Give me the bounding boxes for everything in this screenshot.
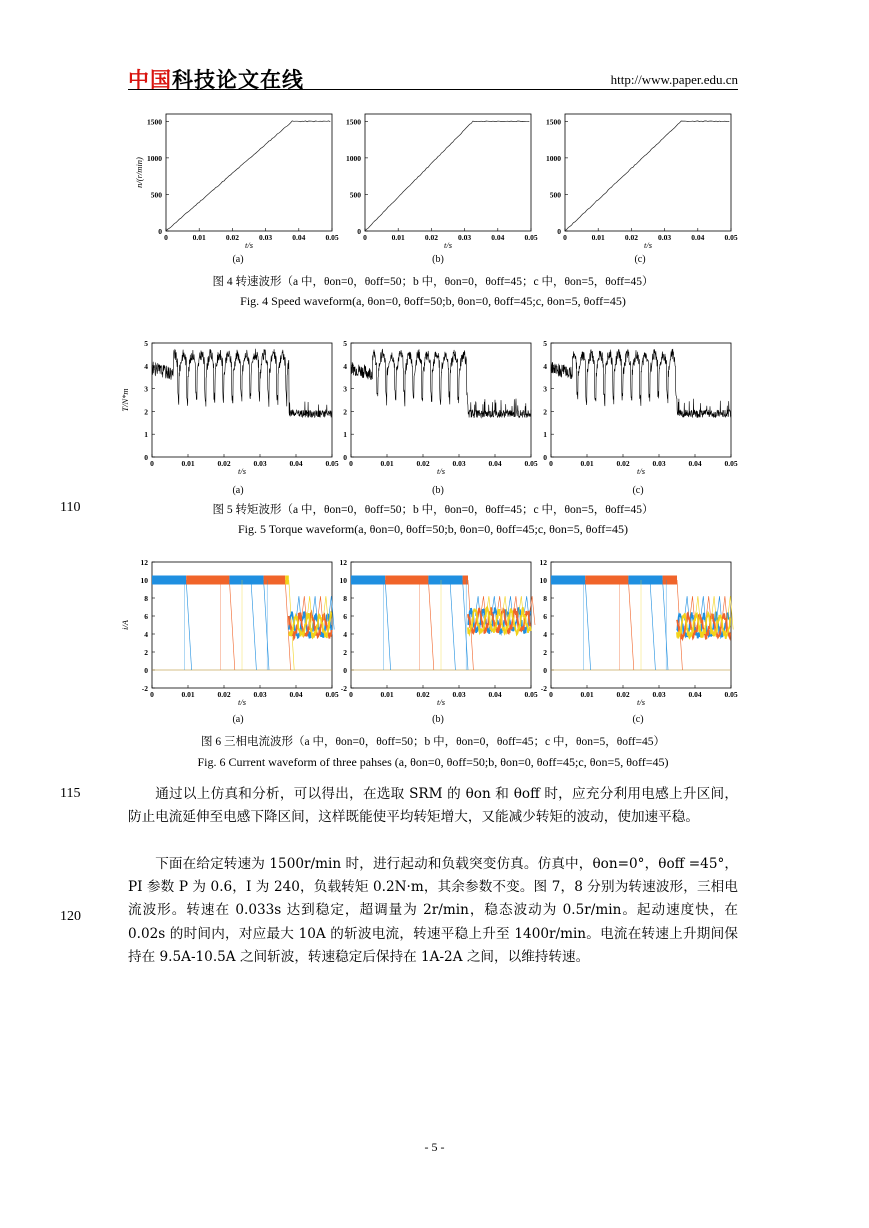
fig6-panel-b	[340, 558, 538, 707]
fig4-sub-a: (a)	[232, 254, 244, 265]
x-tick-label: 0	[164, 233, 168, 242]
current-chop-band	[264, 576, 286, 585]
current-chop-band	[663, 576, 677, 585]
fig5-panel-b	[343, 339, 538, 476]
y-tick-label: 12	[539, 558, 547, 567]
y-tick-label: 8	[543, 594, 547, 603]
x-tick-label: 0.03	[452, 459, 466, 468]
current-chop-band	[463, 576, 468, 585]
y-tick-label: -2	[340, 684, 347, 693]
x-axis-label: t/s	[643, 240, 653, 250]
y-tick-label: 5	[543, 339, 547, 348]
x-tick-label: 0.05	[325, 233, 339, 242]
current-chop-band	[251, 576, 264, 585]
current-chop-band	[152, 576, 186, 585]
fig6-panel-c	[540, 558, 738, 707]
fig5-panel-c	[543, 339, 738, 476]
x-tick-label: 0.01	[391, 233, 405, 242]
x-tick-label: 0.02	[616, 690, 630, 699]
body-paragraph-2: 下面在给定转速为 1500r/min 时，进行起动和负载突变仿真。仿真中，θon=0°，θoff =45°，PI 参数 P 为 0.6，I 为 240，负载转矩 0.2N·m，其余参数不变。图 7，8 分别为转速波形，三相电流波形。转速在 0.033s 达到稳定，超调量为 2r/min，稳态波动为 0.5r/min。起动速度快，在 0.02s 的时间内，对应最大 10A 的斩波电流，转速平稳上升至 1400r/min。电流在转速上升期间保持在 9.5A-10.5A 之间斩波，转速稳定后保持在 1A-2A 之间，以维持转速。	[128, 856, 738, 965]
y-tick-label: 0	[144, 453, 148, 462]
x-axis-label: t/s	[237, 466, 247, 476]
body-paragraph-1: 通过以上仿真和分析，可以得出，在选取 SRM 的 θon 和 θoff 时，应充分利用电感上升区间，防止电流延伸至电感下降区间，这样既能使平均转矩增大，又能减少转矩的波动，使加速平稳。	[128, 786, 738, 826]
x-axis-label: t/s	[443, 240, 453, 250]
x-tick-label: 0.04	[688, 690, 702, 699]
x-tick-label: 0	[363, 233, 367, 242]
y-tick-label: 3	[343, 384, 347, 394]
fig5-panel-a	[120, 339, 339, 476]
y-tick-label: 12	[339, 558, 347, 567]
x-tick-label: 0.01	[181, 690, 195, 699]
y-tick-label: 6	[343, 612, 347, 621]
y-tick-label: 1	[343, 430, 347, 440]
y-tick-label: 0	[543, 453, 547, 462]
y-tick-label: 12	[140, 558, 148, 567]
y-tick-label: 0	[557, 227, 561, 236]
current-chop-band	[585, 576, 628, 585]
y-tick-label: 6	[144, 612, 148, 621]
x-tick-label: 0.03	[259, 233, 273, 242]
x-tick-label: 0.03	[652, 459, 666, 468]
y-tick-label: 0	[343, 453, 347, 462]
x-tick-label: 0.02	[225, 233, 239, 242]
y-axis-label: i/A	[120, 620, 130, 630]
y-tick-label: 0	[343, 666, 347, 675]
y-tick-label: 5	[144, 339, 148, 348]
x-tick-label: 0	[549, 459, 553, 468]
x-axis-label: t/s	[636, 697, 646, 707]
y-tick-label: 500	[349, 190, 361, 200]
y-tick-label: 1	[543, 430, 547, 440]
x-tick-label: 0.04	[691, 233, 705, 242]
x-tick-label: 0.04	[491, 233, 505, 242]
x-tick-label: 0.03	[253, 690, 267, 699]
y-tick-label: 2	[343, 648, 347, 657]
y-tick-label: 2	[543, 648, 547, 657]
y-tick-label: 2	[543, 407, 547, 417]
y-tick-label: 4	[144, 361, 148, 371]
x-tick-label: 0.03	[452, 690, 466, 699]
fig5-sub-b: (b)	[432, 485, 444, 496]
x-tick-label: 0.03	[652, 690, 666, 699]
y-tick-label: 8	[343, 594, 347, 603]
x-tick-label: 0.04	[289, 690, 303, 699]
figure-5-torque-waveforms	[100, 333, 760, 483]
y-tick-label: -2	[540, 684, 547, 693]
y-tick-label: 4	[543, 361, 547, 371]
x-tick-label: 0.04	[292, 233, 306, 242]
fig5-sub-c: (c)	[632, 485, 644, 496]
x-tick-label: 0	[349, 459, 353, 468]
x-axis-label: t/s	[244, 240, 254, 250]
y-tick-label: 0	[357, 227, 361, 236]
line-number-110: 110	[60, 500, 81, 515]
plot-frame	[565, 114, 731, 231]
y-axis-label: T/N*m	[120, 388, 130, 412]
x-axis-label: t/s	[436, 697, 446, 707]
y-tick-label: 1000	[147, 153, 162, 163]
line-number-120: 120	[60, 909, 81, 924]
y-tick-label: 2	[343, 407, 347, 417]
x-tick-label: 0.05	[724, 459, 738, 468]
current-chop-band	[229, 576, 251, 585]
x-tick-label: 0.04	[488, 690, 502, 699]
x-tick-label: 0.01	[192, 233, 206, 242]
figure-4-speed-waveforms	[100, 100, 760, 260]
fig6-caption-en: Fig. 6 Current waveform of three pahses (a, θon=0, θoff=50;b, θon=0, θoff=45;c, θon=5, θoff=45)	[197, 755, 669, 769]
x-tick-label: 0	[349, 690, 353, 699]
y-tick-label: 0	[543, 666, 547, 675]
y-tick-label: 1000	[546, 153, 561, 163]
x-tick-label: 0	[150, 459, 154, 468]
fig6-caption-cn: 图 6 三相电流波形（a 中，θon=0，θoff=50；b 中，θon=0，θoff=45；c 中，θon=5，θoff=45）	[201, 736, 665, 748]
y-tick-label: 2	[144, 648, 148, 657]
header-rule	[128, 89, 738, 90]
fig4-panel-b	[346, 114, 538, 250]
x-axis-label: t/s	[237, 697, 247, 707]
page-number: - 5 -	[424, 1140, 445, 1154]
figure-6-current-waveforms	[100, 552, 760, 712]
x-tick-label: 0.04	[488, 459, 502, 468]
y-tick-label: 8	[144, 594, 148, 603]
x-tick-label: 0.04	[289, 459, 303, 468]
x-tick-label: 0	[150, 690, 154, 699]
fig4-caption-en: Fig. 4 Speed waveform(a, θon=0, θoff=50;b, θon=0, θoff=45;c, θon=5, θoff=45)	[240, 294, 626, 308]
x-tick-label: 0.02	[624, 233, 638, 242]
x-tick-label: 0.01	[181, 459, 195, 468]
fig5-caption-cn: 图 5 转矩波形（a 中，θon=0，θoff=50；b 中，θon=0，θoff=45；c 中，θon=5，θoff=45）	[212, 504, 654, 516]
y-tick-label: 0	[144, 666, 148, 675]
y-tick-label: 4	[343, 630, 347, 639]
current-chop-band	[650, 576, 663, 585]
y-tick-label: 500	[150, 190, 162, 200]
y-tick-label: 3	[543, 384, 547, 394]
header-url[interactable]: http://www.paper.edu.cn	[610, 72, 738, 87]
x-axis-label: t/s	[636, 466, 646, 476]
line-number-115: 115	[60, 786, 81, 801]
y-tick-label: 10	[539, 576, 547, 585]
current-chop-band	[385, 576, 428, 585]
y-tick-label: 10	[140, 576, 148, 585]
x-tick-label: 0.05	[724, 690, 738, 699]
x-tick-label: 0.04	[688, 459, 702, 468]
fig4-caption-cn: 图 4 转速波形（a 中，θon=0，θoff=50；b 中，θon=0，θoff=45；c 中，θon=5，θoff=45）	[212, 276, 654, 288]
x-tick-label: 0.02	[416, 459, 430, 468]
fig5-sub-a: (a)	[232, 485, 244, 496]
fig4-panel-a	[134, 114, 339, 250]
y-tick-label: -2	[141, 684, 148, 693]
fig6-sub-b: (b)	[432, 714, 444, 725]
y-tick-label: 1500	[546, 117, 561, 127]
x-tick-label: 0.05	[524, 459, 538, 468]
current-chop-band	[628, 576, 650, 585]
y-tick-label: 6	[543, 612, 547, 621]
x-tick-label: 0.03	[458, 233, 472, 242]
x-tick-label: 0.03	[658, 233, 672, 242]
x-tick-label: 0.02	[416, 690, 430, 699]
x-tick-label: 0	[549, 690, 553, 699]
y-tick-label: 4	[144, 630, 148, 639]
y-tick-label: 0	[158, 227, 162, 236]
x-tick-label: 0.02	[217, 459, 231, 468]
x-axis-label: t/s	[436, 466, 446, 476]
fig6-sub-a: (a)	[232, 714, 244, 725]
x-tick-label: 0.03	[253, 459, 267, 468]
x-tick-label: 0.01	[580, 459, 594, 468]
x-tick-label: 0.05	[524, 233, 538, 242]
current-chop-band	[285, 576, 289, 585]
y-tick-label: 1500	[147, 117, 162, 127]
current-chop-band	[351, 576, 385, 585]
y-tick-label: 1	[144, 430, 148, 440]
x-tick-label: 0.05	[325, 690, 339, 699]
y-tick-label: 4	[343, 361, 347, 371]
x-tick-label: 0.05	[724, 233, 738, 242]
x-tick-label: 0.02	[217, 690, 231, 699]
x-tick-label: 0.01	[380, 459, 394, 468]
current-chop-band	[428, 576, 450, 585]
y-tick-label: 1500	[346, 117, 361, 127]
site-logo: 中国科技论文在线	[128, 68, 304, 92]
x-tick-label: 0.02	[424, 233, 438, 242]
y-tick-label: 3	[144, 384, 148, 394]
x-tick-label: 0.05	[524, 690, 538, 699]
plot-frame	[365, 114, 531, 231]
y-tick-label: 4	[543, 630, 547, 639]
fig4-panel-c	[546, 114, 738, 250]
y-axis-label: n/(r/min)	[134, 157, 144, 188]
x-tick-label: 0.01	[380, 690, 394, 699]
y-tick-label: 1000	[346, 153, 361, 163]
fig4-sub-c: (c)	[634, 254, 646, 265]
fig6-sub-c: (c)	[632, 714, 644, 725]
fig6-panel-a	[120, 558, 339, 707]
fig5-caption-en: Fig. 5 Torque waveform(a, θon=0, θoff=50;b, θon=0, θoff=45;c, θon=5, θoff=45)	[238, 522, 628, 536]
current-chop-band	[551, 576, 585, 585]
plot-frame	[166, 114, 332, 231]
y-tick-label: 5	[343, 339, 347, 348]
y-tick-label: 2	[144, 407, 148, 417]
y-tick-label: 10	[339, 576, 347, 585]
x-tick-label: 0.01	[591, 233, 605, 242]
x-tick-label: 0	[563, 233, 567, 242]
x-tick-label: 0.05	[325, 459, 339, 468]
fig4-sub-b: (b)	[432, 254, 444, 265]
x-tick-label: 0.02	[616, 459, 630, 468]
current-chop-band	[186, 576, 229, 585]
x-tick-label: 0.01	[580, 690, 594, 699]
y-tick-label: 500	[549, 190, 561, 200]
current-chop-band	[450, 576, 463, 585]
